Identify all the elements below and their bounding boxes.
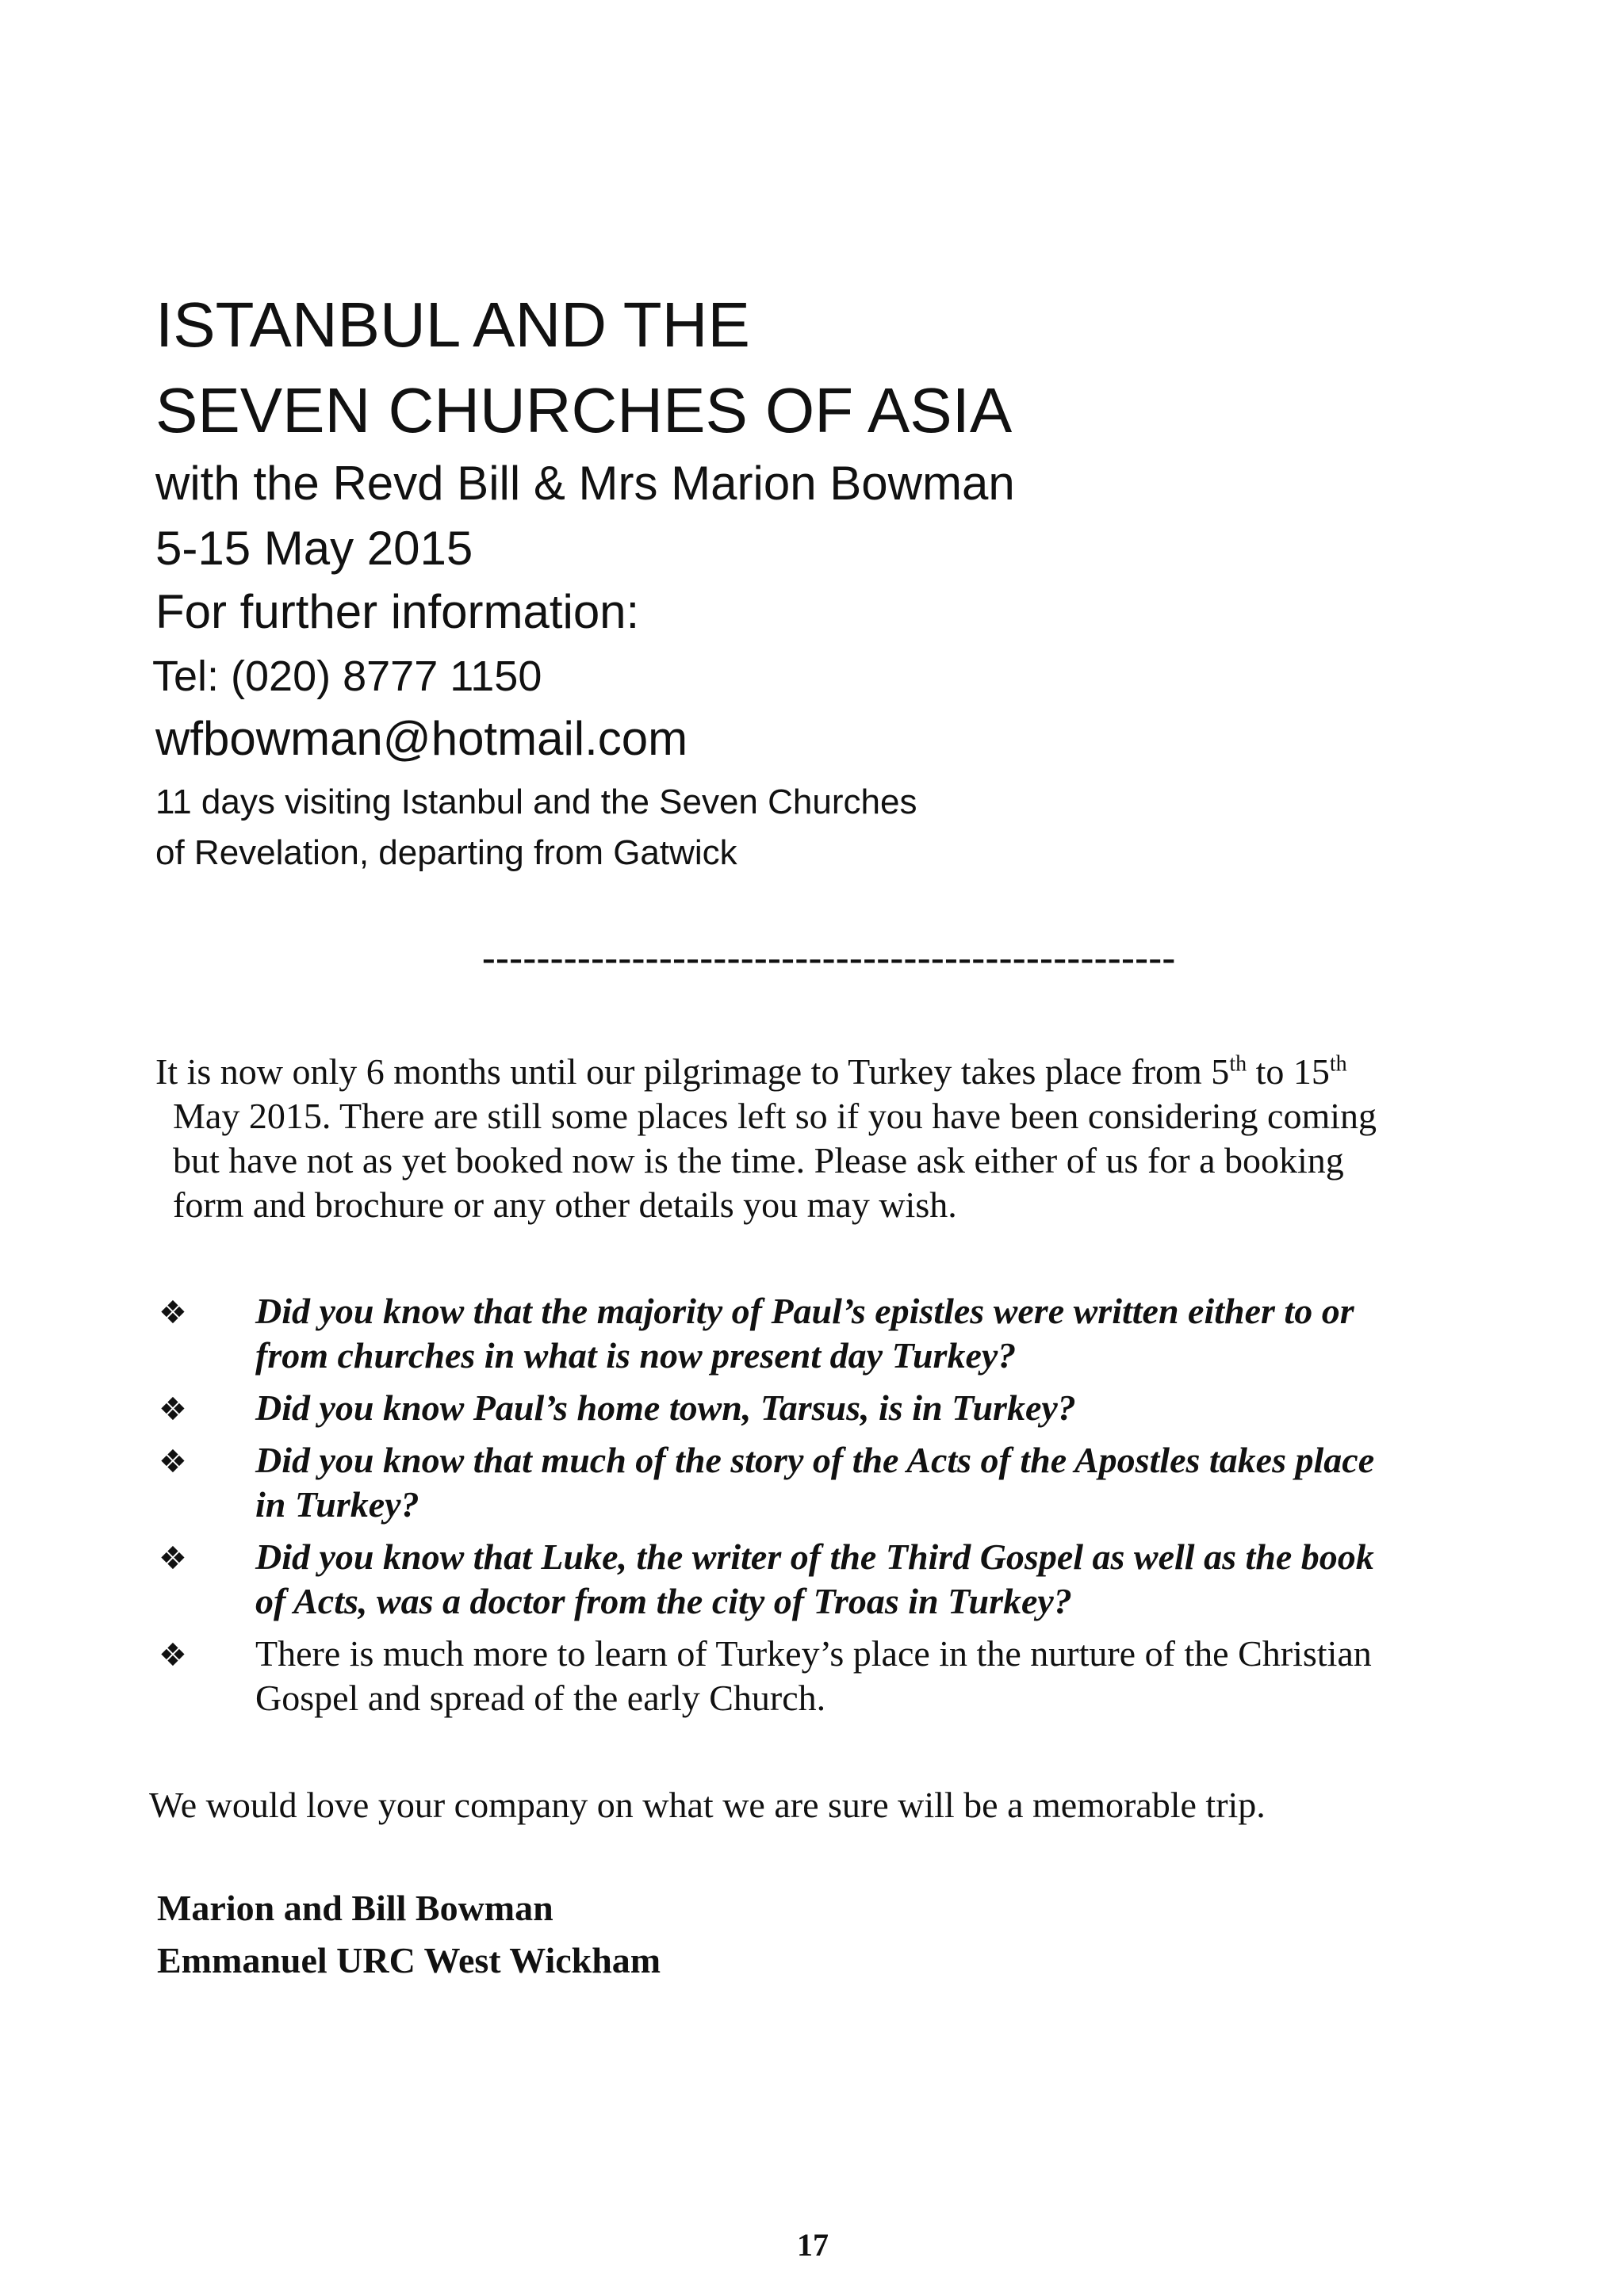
leaders-line: with the Revd Bill & Mrs Marion Bowman <box>155 457 1015 510</box>
diamond-bullet-icon: ❖ <box>159 1444 187 1480</box>
intro-paragraph <box>155 1050 1456 1227</box>
list-item: ❖ Did you know that much of the story of the Acts of the Apostles takes place in Turkey? <box>159 1440 1375 1525</box>
trip-dates: 5-15 May 2015 <box>155 522 473 575</box>
list-item: ❖ Did you know that Luke, the writer of the Third Gospel as well as the book of Acts, was a doctor from the city of Troas in Turkey? <box>159 1536 1374 1621</box>
intro-line-1: It is now only 6 months until our pilgrimage to Turkey takes place from 5th to 15th <box>155 1051 1347 1092</box>
trip-description-line-1: 11 days visiting Istanbul and the Seven Churches <box>155 783 917 821</box>
list-item: ❖ Did you know that the majority of Paul’s epistles were written either to or from churches in what is now present day Turkey? <box>159 1291 1354 1376</box>
signature-names: Marion and Bill Bowman <box>157 1888 553 1928</box>
bullet-list <box>155 1289 1472 1728</box>
list-item: ❖ There is much more to learn of Turkey’s place in the nurture of the Christian Gospel and spread of the early Church. <box>159 1633 1372 1718</box>
trip-description-line-2: of Revelation, departing from Gatwick <box>155 833 737 872</box>
diamond-bullet-icon: ❖ <box>159 1295 187 1331</box>
signature-church: Emmanuel URC West Wickham <box>157 1940 661 1980</box>
telephone-number: Tel: (020) 8777 1150 <box>152 652 542 700</box>
intro-line-4: form and brochure or any other details you may wish. <box>173 1184 957 1225</box>
page-number: 17 <box>797 2227 829 2263</box>
diamond-bullet-icon: ❖ <box>159 1637 187 1674</box>
info-label: For further information: <box>155 585 640 638</box>
closing-sentence: We would love your company on what we are sure will be a memorable trip. <box>149 1785 1266 1825</box>
diamond-bullet-icon: ❖ <box>159 1391 187 1428</box>
title-line-2: SEVEN CHURCHES OF ASIA <box>155 375 1013 446</box>
list-item: ❖ Did you know Paul’s home town, Tarsus, is in Turkey? <box>155 1386 1472 1430</box>
intro-line-3: but have not as yet booked now is the time. Please ask either of us for a booking <box>173 1140 1344 1181</box>
diamond-bullet-icon: ❖ <box>159 1540 187 1577</box>
title-line-1: ISTANBUL AND THE <box>155 289 750 360</box>
intro-line-2: May 2015. There are still some places left so if you have been considering coming <box>173 1096 1377 1136</box>
email-address: wfbowman@hotmail.com <box>155 712 688 765</box>
dashed-divider: --------------------------------------------------- <box>482 935 1176 979</box>
